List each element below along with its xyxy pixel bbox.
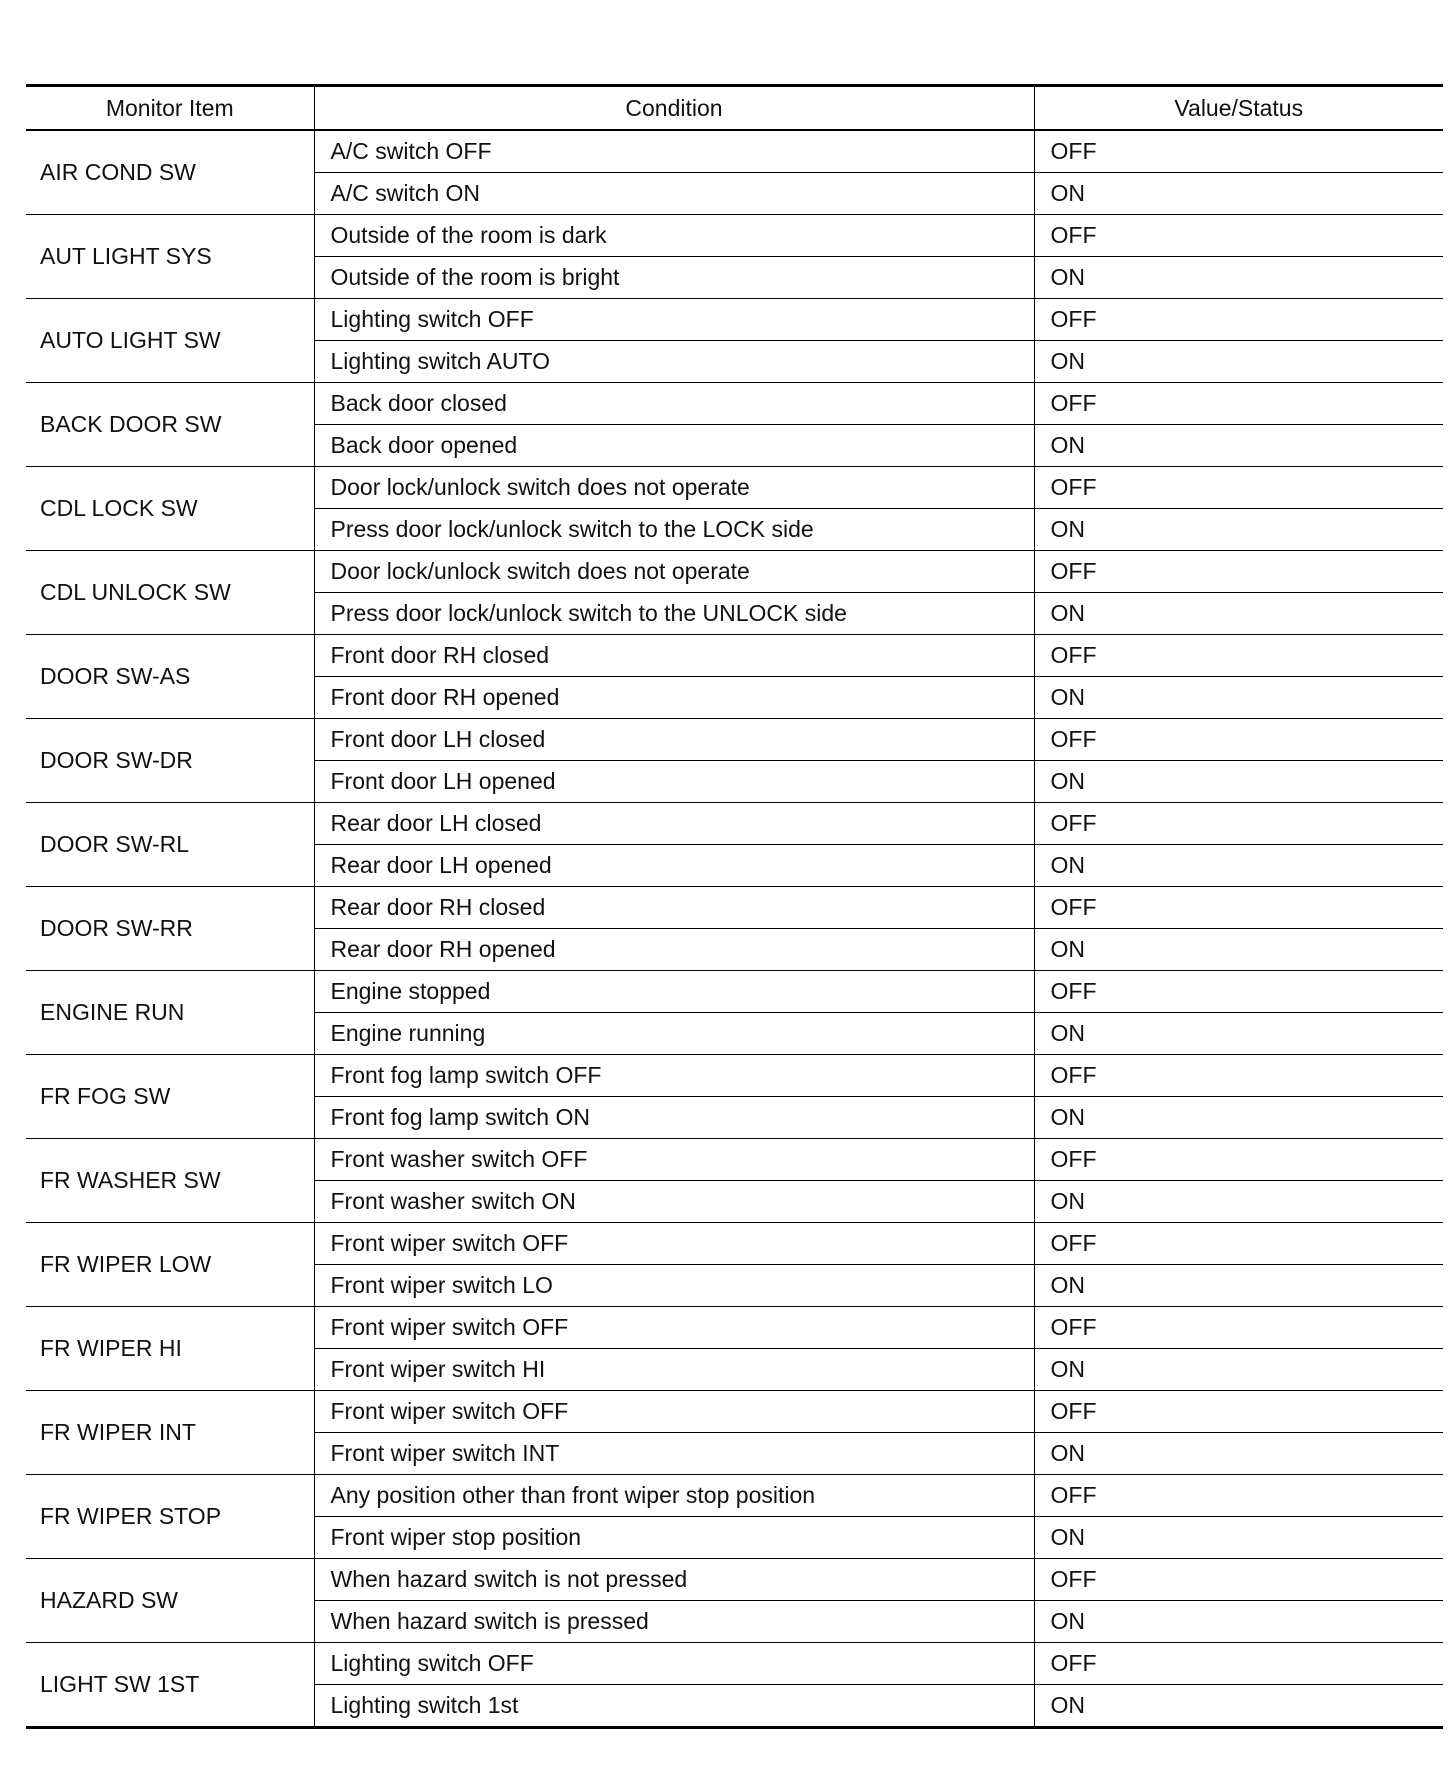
value-status-cell: OFF	[1034, 299, 1443, 341]
value-status-cell: ON	[1034, 341, 1443, 383]
monitor-item-cell: AUTO LIGHT SW	[26, 299, 314, 383]
value-status-cell: ON	[1034, 1601, 1443, 1643]
condition-cell: Front fog lamp switch ON	[314, 1097, 1034, 1139]
condition-cell: Front fog lamp switch OFF	[314, 1055, 1034, 1097]
condition-cell: Front wiper switch INT	[314, 1433, 1034, 1475]
value-status-cell: OFF	[1034, 719, 1443, 761]
condition-cell: Front door RH opened	[314, 677, 1034, 719]
table-row	[26, 971, 1443, 1013]
monitor-item-cell: AIR COND SW	[26, 130, 314, 215]
monitor-item-cell: HAZARD SW	[26, 1559, 314, 1643]
table-row	[26, 383, 1443, 425]
condition-cell: Front door LH closed	[314, 719, 1034, 761]
value-status-cell: OFF	[1034, 1307, 1443, 1349]
condition-cell: When hazard switch is not pressed	[314, 1559, 1034, 1601]
monitor-item-cell: ENGINE RUN	[26, 971, 314, 1055]
table-row	[26, 551, 1443, 593]
value-status-cell: ON	[1034, 173, 1443, 215]
condition-cell: Back door opened	[314, 425, 1034, 467]
value-status-cell: OFF	[1034, 130, 1443, 173]
condition-cell: Rear door RH closed	[314, 887, 1034, 929]
value-status-cell: OFF	[1034, 551, 1443, 593]
monitor-item-cell: BACK DOOR SW	[26, 383, 314, 467]
condition-cell: Rear door RH opened	[314, 929, 1034, 971]
document-page	[26, 84, 1443, 1729]
condition-cell: Lighting switch OFF	[314, 1643, 1034, 1685]
table-row	[26, 130, 1443, 173]
value-status-cell: ON	[1034, 1349, 1443, 1391]
table-row	[26, 299, 1443, 341]
table-row	[26, 719, 1443, 761]
header-condition: Condition	[314, 86, 1034, 131]
condition-cell: A/C switch ON	[314, 173, 1034, 215]
value-status-cell: OFF	[1034, 1475, 1443, 1517]
value-status-cell: OFF	[1034, 1139, 1443, 1181]
condition-cell: Front wiper switch OFF	[314, 1223, 1034, 1265]
monitor-item-table	[26, 84, 1443, 1729]
condition-cell: Front wiper switch OFF	[314, 1391, 1034, 1433]
condition-cell: Front washer switch OFF	[314, 1139, 1034, 1181]
value-status-cell: OFF	[1034, 215, 1443, 257]
header-monitor-item: Monitor Item	[26, 86, 314, 131]
value-status-cell: ON	[1034, 1097, 1443, 1139]
value-status-cell: OFF	[1034, 635, 1443, 677]
condition-cell: Door lock/unlock switch does not operate	[314, 467, 1034, 509]
value-status-cell: OFF	[1034, 383, 1443, 425]
condition-cell: Press door lock/unlock switch to the UNLOCK side	[314, 593, 1034, 635]
value-status-cell: OFF	[1034, 887, 1443, 929]
monitor-item-cell: FR WIPER LOW	[26, 1223, 314, 1307]
monitor-item-cell: FR WIPER STOP	[26, 1475, 314, 1559]
value-status-cell: OFF	[1034, 1055, 1443, 1097]
value-status-cell: OFF	[1034, 803, 1443, 845]
table-row	[26, 1307, 1443, 1349]
condition-cell: Front wiper switch LO	[314, 1265, 1034, 1307]
condition-cell: Lighting switch 1st	[314, 1685, 1034, 1728]
value-status-cell: ON	[1034, 1013, 1443, 1055]
monitor-item-cell: FR WIPER INT	[26, 1391, 314, 1475]
condition-cell: Front wiper switch OFF	[314, 1307, 1034, 1349]
value-status-cell: ON	[1034, 761, 1443, 803]
monitor-item-cell: CDL LOCK SW	[26, 467, 314, 551]
value-status-cell: ON	[1034, 929, 1443, 971]
condition-cell: Front wiper switch HI	[314, 1349, 1034, 1391]
monitor-item-cell: DOOR SW-AS	[26, 635, 314, 719]
value-status-cell: OFF	[1034, 1223, 1443, 1265]
monitor-item-cell: DOOR SW-RR	[26, 887, 314, 971]
monitor-item-cell: DOOR SW-RL	[26, 803, 314, 887]
value-status-cell: ON	[1034, 1517, 1443, 1559]
value-status-cell: ON	[1034, 845, 1443, 887]
table-row	[26, 1475, 1443, 1517]
value-status-cell: ON	[1034, 425, 1443, 467]
table-row	[26, 1391, 1443, 1433]
condition-cell: Engine running	[314, 1013, 1034, 1055]
value-status-cell: OFF	[1034, 1559, 1443, 1601]
condition-cell: Outside of the room is bright	[314, 257, 1034, 299]
table-row	[26, 215, 1443, 257]
value-status-cell: ON	[1034, 593, 1443, 635]
value-status-cell: ON	[1034, 257, 1443, 299]
table-row	[26, 887, 1443, 929]
table-row	[26, 1139, 1443, 1181]
condition-cell: Front door LH opened	[314, 761, 1034, 803]
header-value-status: Value/Status	[1034, 86, 1443, 131]
value-status-cell: ON	[1034, 509, 1443, 551]
monitor-item-cell: FR FOG SW	[26, 1055, 314, 1139]
condition-cell: Rear door LH closed	[314, 803, 1034, 845]
monitor-item-cell: DOOR SW-DR	[26, 719, 314, 803]
condition-cell: Front wiper stop position	[314, 1517, 1034, 1559]
monitor-item-cell: FR WASHER SW	[26, 1139, 314, 1223]
condition-cell: Lighting switch AUTO	[314, 341, 1034, 383]
table-header-row	[26, 86, 1443, 131]
condition-cell: Outside of the room is dark	[314, 215, 1034, 257]
value-status-cell: ON	[1034, 1433, 1443, 1475]
condition-cell: Lighting switch OFF	[314, 299, 1034, 341]
table-body	[26, 130, 1443, 1728]
condition-cell: Front door RH closed	[314, 635, 1034, 677]
table-row	[26, 467, 1443, 509]
condition-cell: When hazard switch is pressed	[314, 1601, 1034, 1643]
monitor-item-cell: CDL UNLOCK SW	[26, 551, 314, 635]
value-status-cell: OFF	[1034, 467, 1443, 509]
monitor-item-cell: FR WIPER HI	[26, 1307, 314, 1391]
table-row	[26, 1559, 1443, 1601]
table-row	[26, 1643, 1443, 1685]
monitor-item-cell: LIGHT SW 1ST	[26, 1643, 314, 1728]
monitor-item-cell: AUT LIGHT SYS	[26, 215, 314, 299]
table-row	[26, 1055, 1443, 1097]
value-status-cell: ON	[1034, 1265, 1443, 1307]
value-status-cell: OFF	[1034, 1391, 1443, 1433]
table-row	[26, 803, 1443, 845]
condition-cell: Any position other than front wiper stop position	[314, 1475, 1034, 1517]
value-status-cell: OFF	[1034, 971, 1443, 1013]
condition-cell: Press door lock/unlock switch to the LOCK side	[314, 509, 1034, 551]
table-row	[26, 635, 1443, 677]
value-status-cell: ON	[1034, 1685, 1443, 1728]
condition-cell: Back door closed	[314, 383, 1034, 425]
value-status-cell: ON	[1034, 677, 1443, 719]
value-status-cell: ON	[1034, 1181, 1443, 1223]
table-row	[26, 1223, 1443, 1265]
condition-cell: Front washer switch ON	[314, 1181, 1034, 1223]
condition-cell: Engine stopped	[314, 971, 1034, 1013]
value-status-cell: OFF	[1034, 1643, 1443, 1685]
condition-cell: Door lock/unlock switch does not operate	[314, 551, 1034, 593]
condition-cell: Rear door LH opened	[314, 845, 1034, 887]
condition-cell: A/C switch OFF	[314, 130, 1034, 173]
